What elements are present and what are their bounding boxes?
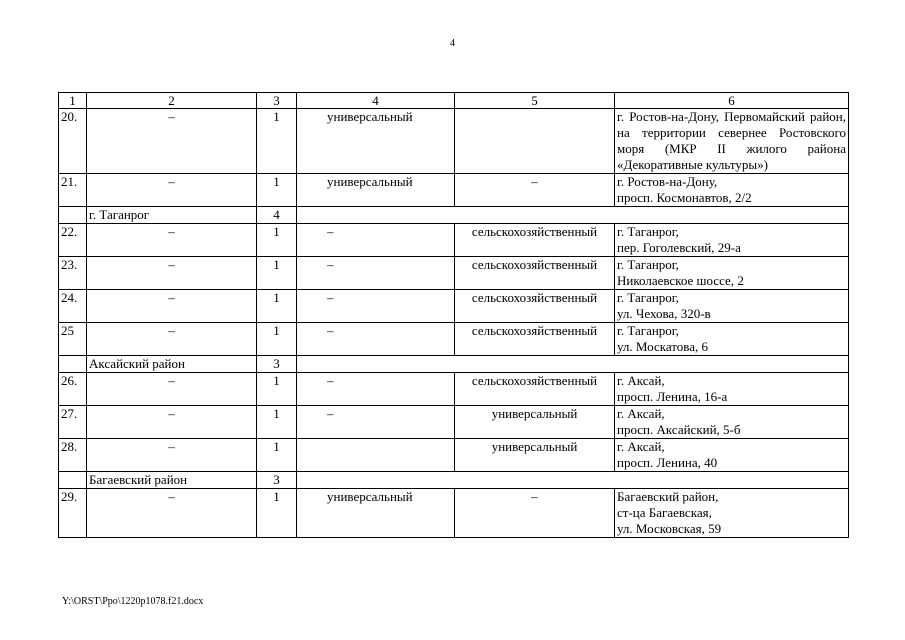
row-col-5: – bbox=[455, 174, 615, 207]
row-number: 28. bbox=[59, 439, 87, 472]
table-row bbox=[59, 224, 849, 257]
header-col-4: 4 bbox=[297, 93, 455, 109]
group-row bbox=[59, 472, 849, 489]
header-col-1: 1 bbox=[59, 93, 87, 109]
address-line: ул. Чехова, 320-в bbox=[617, 306, 711, 321]
row-address bbox=[615, 323, 849, 356]
row-number: 26. bbox=[59, 373, 87, 406]
group-filler-cell bbox=[297, 207, 849, 224]
address-line: ул. Московская, 59 bbox=[617, 521, 722, 536]
table-row bbox=[59, 373, 849, 406]
row-col-4: – bbox=[297, 406, 455, 439]
row-quantity: 1 bbox=[257, 290, 297, 323]
row-col-2: – bbox=[87, 323, 257, 356]
row-address bbox=[615, 257, 849, 290]
row-col-2: – bbox=[87, 373, 257, 406]
address-line: просп. Ленина, 16-а bbox=[617, 389, 728, 404]
row-number: 21. bbox=[59, 174, 87, 207]
row-col-2: – bbox=[87, 489, 257, 538]
row-col-5: сельскохозяйственный bbox=[455, 373, 615, 406]
table-row bbox=[59, 290, 849, 323]
row-col-4: универсальный bbox=[297, 489, 455, 538]
row-col-2: – bbox=[87, 290, 257, 323]
group-empty-cell bbox=[59, 207, 87, 224]
row-quantity: 1 bbox=[257, 406, 297, 439]
group-name: Багаевский район bbox=[87, 472, 257, 489]
group-name: Аксайский район bbox=[87, 356, 257, 373]
table-row bbox=[59, 109, 849, 174]
row-col-5: – bbox=[455, 489, 615, 538]
address-line: г. Ростов-на-Дону, Первомайский район, на территории севернее Ростовского моря (МКР II жилого района «Декоративные культуры») bbox=[617, 109, 846, 172]
header-col-6: 6 bbox=[615, 93, 849, 109]
row-address bbox=[615, 489, 849, 538]
row-col-4: универсальный bbox=[297, 174, 455, 207]
row-col-5: сельскохозяйственный bbox=[455, 290, 615, 323]
row-col-2: – bbox=[87, 224, 257, 257]
row-address bbox=[615, 174, 849, 207]
address-line: г. Таганрог, bbox=[617, 257, 679, 272]
row-col-2: – bbox=[87, 406, 257, 439]
table-row bbox=[59, 406, 849, 439]
header-row bbox=[59, 93, 849, 109]
row-address bbox=[615, 439, 849, 472]
row-number: 20. bbox=[59, 109, 87, 174]
address-line: г. Аксай, bbox=[617, 439, 665, 454]
address-line: г. Аксай, bbox=[617, 406, 665, 421]
row-col-5: универсальный bbox=[455, 439, 615, 472]
row-quantity: 1 bbox=[257, 489, 297, 538]
group-name: г. Таганрог bbox=[87, 207, 257, 224]
group-empty-cell bbox=[59, 356, 87, 373]
row-number: 29. bbox=[59, 489, 87, 538]
group-filler-cell bbox=[297, 472, 849, 489]
row-number: 25 bbox=[59, 323, 87, 356]
row-col-4: – bbox=[297, 323, 455, 356]
row-address bbox=[615, 224, 849, 257]
group-count: 3 bbox=[257, 472, 297, 489]
table-row bbox=[59, 489, 849, 538]
row-address bbox=[615, 406, 849, 439]
group-row bbox=[59, 356, 849, 373]
row-col-2: – bbox=[87, 109, 257, 174]
row-col-2: – bbox=[87, 439, 257, 472]
table-row bbox=[59, 323, 849, 356]
address-line: г. Таганрог, bbox=[617, 224, 679, 239]
footer-file-path: Y:\ORST\Ppo\1220p1078.f21.docx bbox=[62, 596, 204, 607]
group-empty-cell bbox=[59, 472, 87, 489]
header-col-3: 3 bbox=[257, 93, 297, 109]
row-number: 24. bbox=[59, 290, 87, 323]
row-quantity: 1 bbox=[257, 439, 297, 472]
header-col-2: 2 bbox=[87, 93, 257, 109]
row-col-4: – bbox=[297, 224, 455, 257]
row-col-5: сельскохозяйственный bbox=[455, 224, 615, 257]
row-col-2: – bbox=[87, 174, 257, 207]
group-row bbox=[59, 207, 849, 224]
row-col-5: универсальный bbox=[455, 406, 615, 439]
group-filler-cell bbox=[297, 356, 849, 373]
page-number: 4 bbox=[450, 38, 455, 49]
row-quantity: 1 bbox=[257, 224, 297, 257]
row-col-4: – bbox=[297, 257, 455, 290]
address-line: ул. Москатова, 6 bbox=[617, 339, 709, 354]
row-col-4: – bbox=[297, 373, 455, 406]
header-col-5: 5 bbox=[455, 93, 615, 109]
table-row bbox=[59, 439, 849, 472]
row-address bbox=[615, 373, 849, 406]
row-number: 22. bbox=[59, 224, 87, 257]
address-line: просп. Аксайский, 5-б bbox=[617, 422, 741, 437]
facilities-table bbox=[58, 92, 849, 538]
address-line: г. Ростов-на-Дону, bbox=[617, 174, 718, 189]
row-quantity: 1 bbox=[257, 373, 297, 406]
row-col-4: – bbox=[297, 290, 455, 323]
group-count: 4 bbox=[257, 207, 297, 224]
address-line: просп. Космонавтов, 2/2 bbox=[617, 190, 752, 205]
table-row bbox=[59, 257, 849, 290]
table-row bbox=[59, 174, 849, 207]
row-quantity: 1 bbox=[257, 174, 297, 207]
address-line: Николаевское шоссе, 2 bbox=[617, 273, 744, 288]
row-quantity: 1 bbox=[257, 257, 297, 290]
row-quantity: 1 bbox=[257, 323, 297, 356]
row-col-4: универсальный bbox=[297, 109, 455, 174]
group-count: 3 bbox=[257, 356, 297, 373]
address-line: г. Аксай, bbox=[617, 373, 665, 388]
row-number: 23. bbox=[59, 257, 87, 290]
row-col-4 bbox=[297, 439, 455, 472]
row-col-5: сельскохозяйственный bbox=[455, 257, 615, 290]
address-line: Багаевский район, bbox=[617, 489, 719, 504]
row-col-5 bbox=[455, 109, 615, 174]
row-address bbox=[615, 290, 849, 323]
address-line: просп. Ленина, 40 bbox=[617, 455, 718, 470]
address-line: ст-ца Багаевская, bbox=[617, 505, 712, 520]
address-line: г. Таганрог, bbox=[617, 290, 679, 305]
row-address bbox=[615, 109, 849, 174]
address-line: пер. Гоголевский, 29-а bbox=[617, 240, 741, 255]
row-col-5: сельскохозяйственный bbox=[455, 323, 615, 356]
address-line: г. Таганрог, bbox=[617, 323, 679, 338]
row-col-2: – bbox=[87, 257, 257, 290]
row-number: 27. bbox=[59, 406, 87, 439]
row-quantity: 1 bbox=[257, 109, 297, 174]
